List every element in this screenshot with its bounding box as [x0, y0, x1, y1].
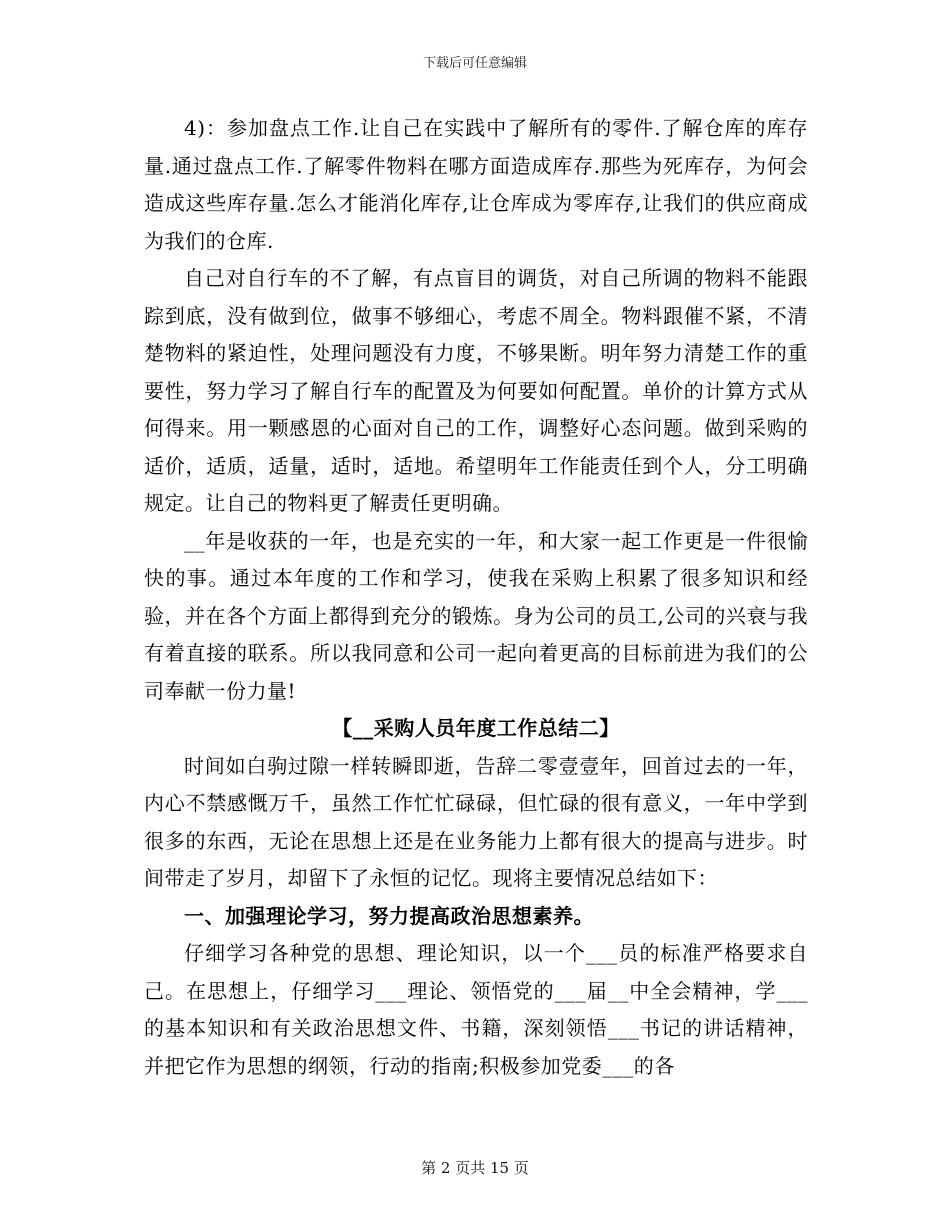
paragraph-inventory-check: 4)：参加盘点工作.让自己在实践中了解所有的零件.了解仓库的库存量.通过盘点工作.了解零件物料在哪方面造成库存.那些为死库存，为何会造成这些库存量.怎么才能消化库存,让仓库成为零库存,让我们的供应商成为我们的仓库. — [144, 116, 808, 253]
paragraph-self-reflection: 自己对自行车的不了解，有点盲目的调货，对自己所调的物料不能跟踪到底，没有做到位，做事不够细心，考虑不周全。物料跟催不紧，不清楚物料的紧迫性，处理问题没有力度，不够果断。明年努力清楚工作的重要性，努力学习了解自行车的配置及为何要如何配置。单价的计算方式从何得来。用一颗感恩的心面对自己的工作，调整好心态问题。做到采购的适价，适质，适量，适时，适地。希望明年工作能责任到个人，分工明确规定。让自己的物料更了解责任更明确。 — [144, 266, 808, 515]
document-body — [144, 110, 808, 1085]
subheading-theory-study: 一、加强理论学习，努力提高政治思想素养。 — [184, 903, 594, 928]
paragraph-theory-study: 仔细学习各种党的思想、理论知识，以一个___员的标准严格要求自己。在思想上，仔细学习___理论、领悟党的___届__中全会精神，学___的基本知识和有关政治思想文件、书籍，深刻领悟___书记的讲话精神，并把它作为思想的纲领，行动的指南;积极参加党委___的各 — [144, 941, 808, 1078]
section-title: 【__采购人员年度工作总结二】 — [332, 716, 620, 740]
page-footer: 第 2 页共 15 页 — [421, 1159, 529, 1177]
page-header: 下载后可任意编辑 — [422, 56, 527, 71]
paragraph-section-intro: 时间如白驹过隙一样转瞬即逝，告辞二零壹壹年，回首过去的一年，内心不禁感慨万千，虽然工作忙忙碌碌，但忙碌的很有意义，一年中学到很多的东西，无论在思想上还是在业务能力上都有很大的提高与进步。时间带走了岁月，却留下了永恒的记忆。现将主要情况总结如下： — [144, 753, 808, 890]
paragraph-year-summary: __年是收获的一年，也是充实的一年，和大家一起工作更是一件很愉快的事。通过本年度的工作和学习，使我在采购上积累了很多知识和经验，并在各个方面上都得到充分的锻炼。身为公司的员工,公司的兴衰与我有着直接的联系。所以我同意和公司一起向着更高的目标前进为我们的公司奉献一份力量! — [144, 528, 808, 703]
